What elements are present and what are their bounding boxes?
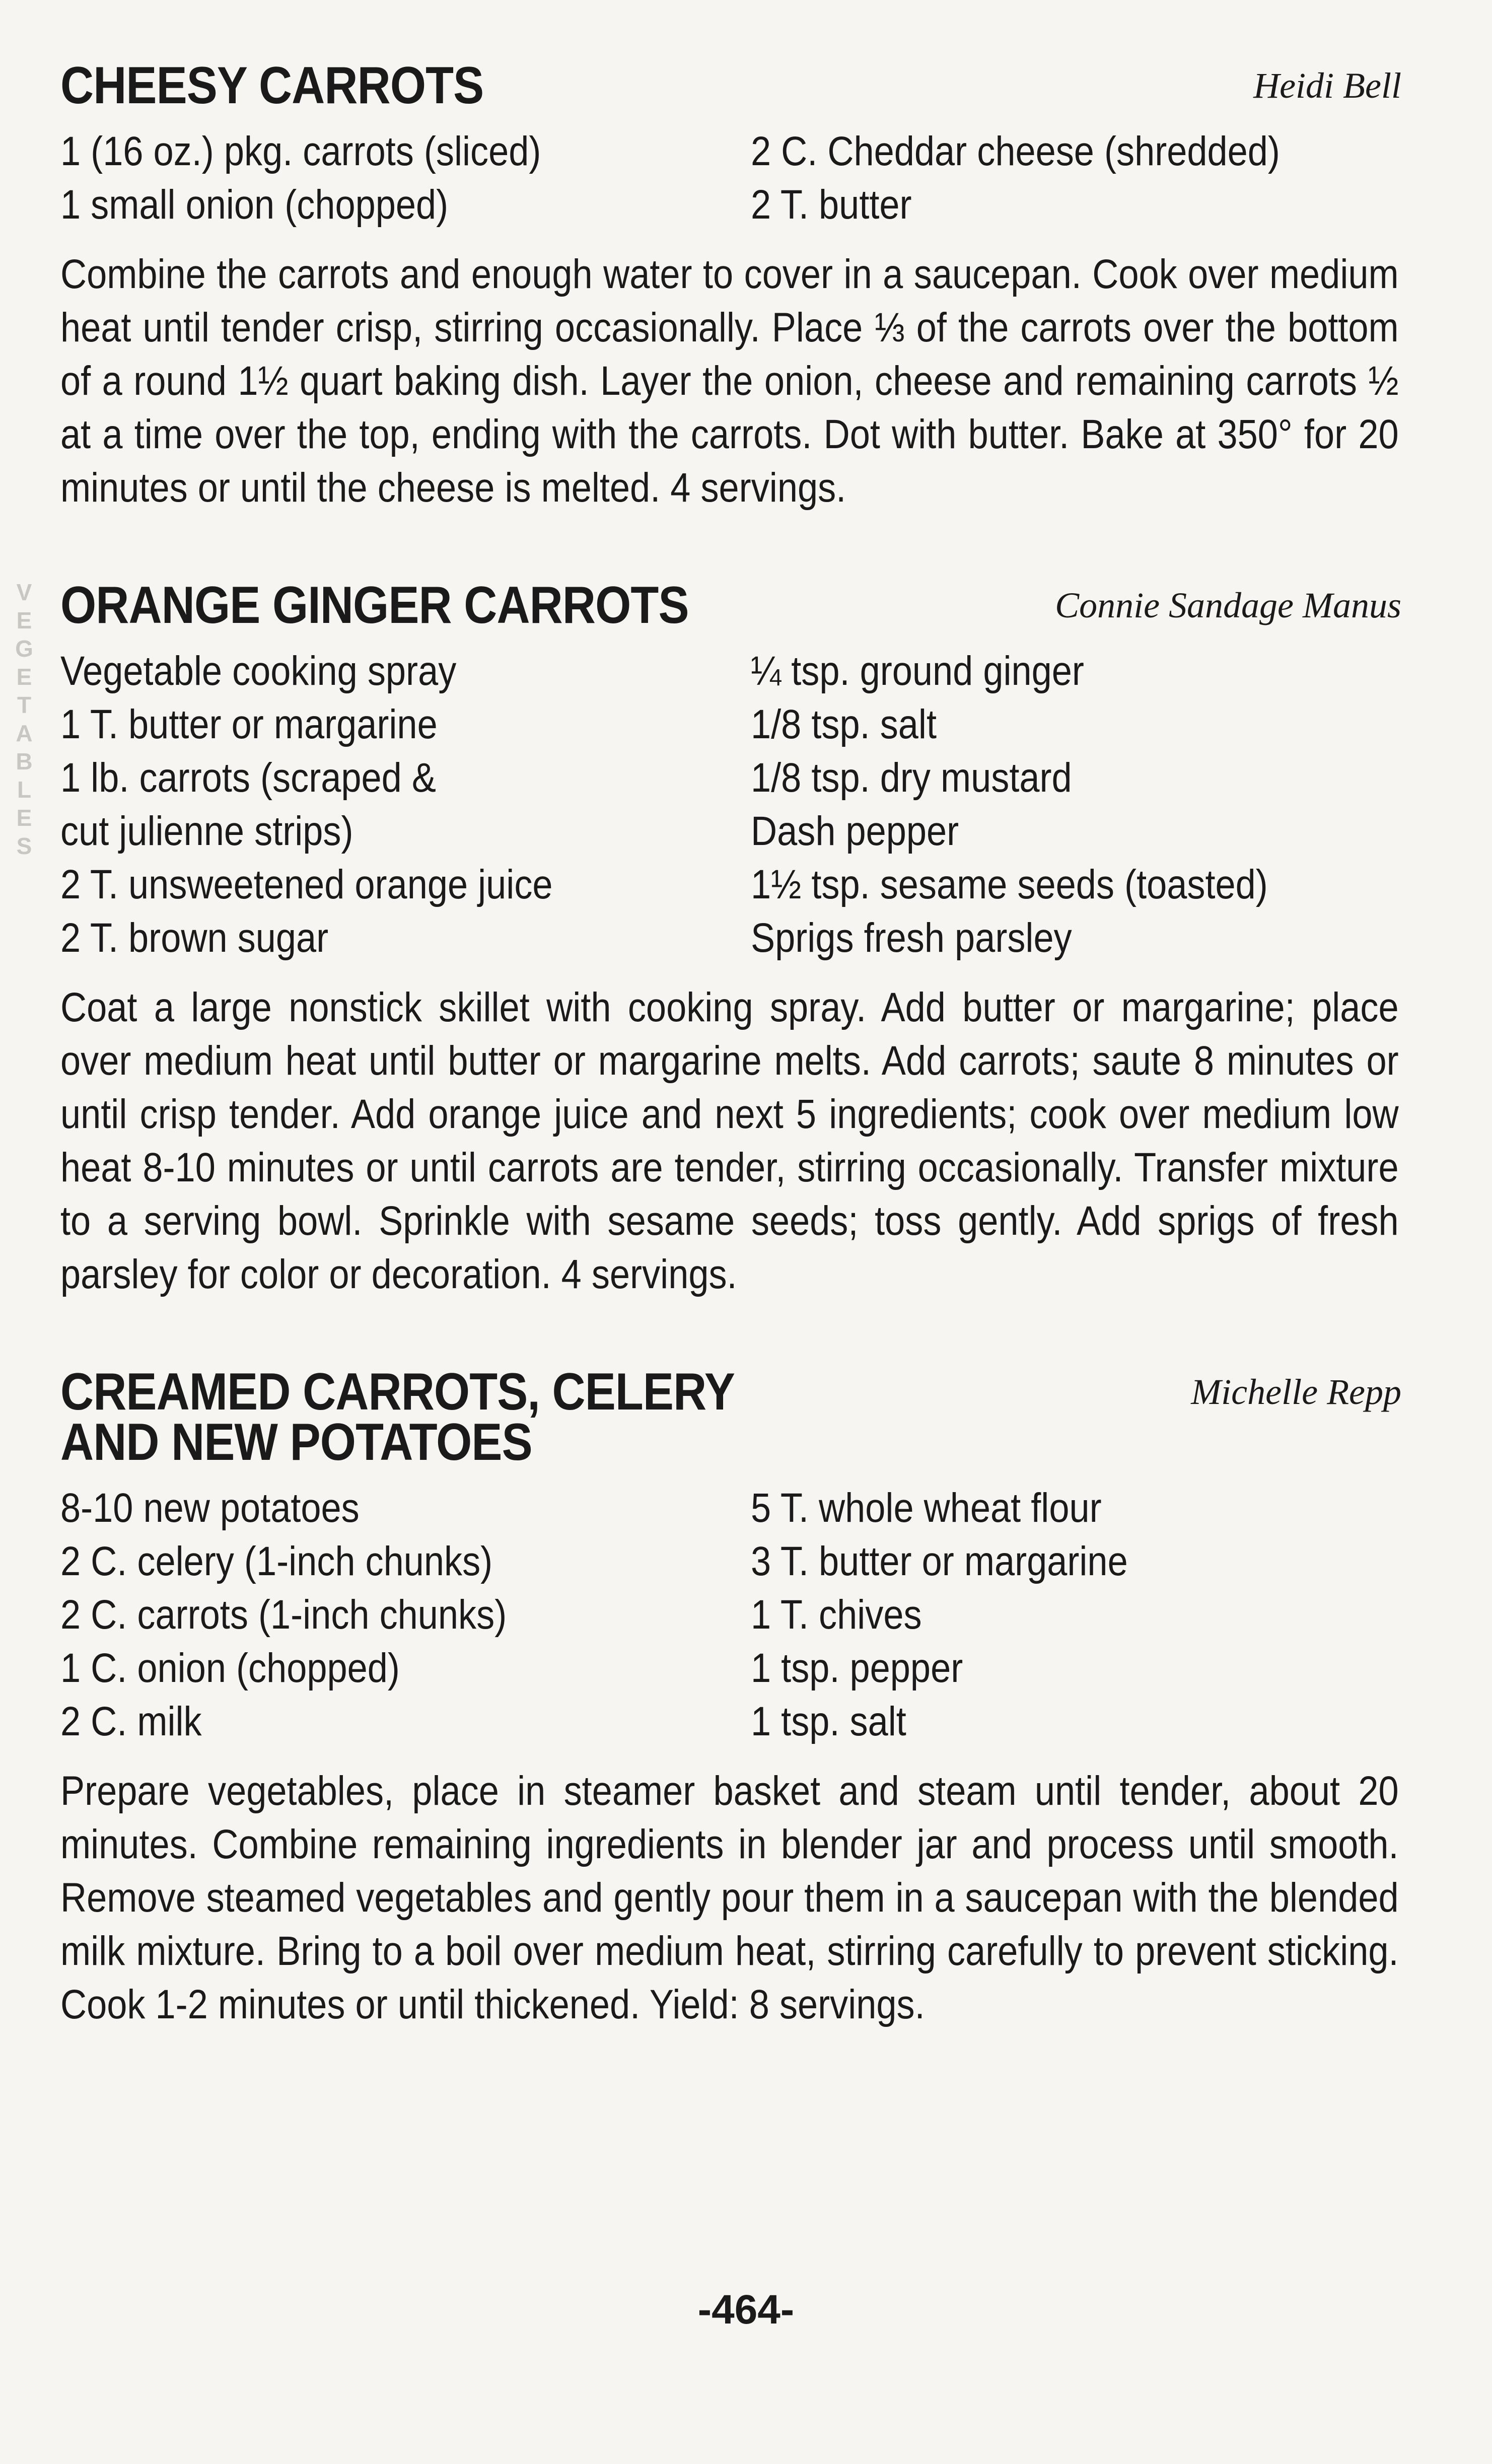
recipe-cheesy-carrots <box>60 56 1401 515</box>
ingredient-item: 2 C. celery (1-inch chunks) <box>60 1538 493 1584</box>
ingredient-column-right <box>751 645 1401 965</box>
side-label-letter: B <box>16 748 33 775</box>
ingredient-item: 2 T. butter <box>751 182 912 228</box>
recipe-title: ORANGE GINGER CARROTS <box>60 576 689 635</box>
side-label-letter: L <box>17 777 32 803</box>
section-side-label <box>9 579 39 859</box>
ingredient-item: Sprigs fresh parsley <box>751 915 1072 961</box>
ingredient-item: 2 C. carrots (1-inch chunks) <box>60 1592 507 1638</box>
ingredient-column-left <box>60 1482 751 1748</box>
ingredient-list <box>60 645 1401 965</box>
recipe-directions: Coat a large nonstick skillet with cooking spray. Add butter or margarine; place over medium heat until butter or margarine melts. Add carrots; saute 8 minutes or until crisp tender. Add orange juice and next 5 ingredients; cook over medium low heat 8-10 minutes or until carrots are tender, stirring occasionally. Transfer mixture to a serving bowl. Sprinkle with sesame seeds; toss gently. Add sprigs of fresh parsley for color or decoration. 4 servings. <box>60 984 1399 1297</box>
side-label-letter: T <box>17 692 32 718</box>
ingredient-item: 1 tsp. salt <box>751 1699 907 1744</box>
recipe-author: Connie Sandage Manus <box>1055 585 1401 625</box>
ingredient-item: 2 T. brown sugar <box>60 915 329 961</box>
ingredient-item: Vegetable cooking spray <box>60 648 457 694</box>
ingredient-item: 1 small onion (chopped) <box>60 182 449 228</box>
ingredient-item: 1 (16 oz.) pkg. carrots (sliced) <box>60 128 541 174</box>
side-label-letter: A <box>16 720 33 746</box>
recipe-title: CREAMED CARROTS, CELERY AND NEW POTATOES <box>60 1363 735 1471</box>
recipe-directions: Prepare vegetables, place in steamer basket and steam until tender, about 20 minutes. Combine remaining ingredients in blender jar and process until smooth. Remove steamed vegetables and gently pour them in a saucepan with the blended milk mixture. Bring to a boil over medium heat, stirring carefully to prevent sticking. Cook 1-2 minutes or until thickened. Yield: 8 servings. <box>60 1768 1399 2027</box>
ingredient-item: 1 lb. carrots (scraped & cut julienne strips) <box>60 755 436 854</box>
ingredient-item: 1/8 tsp. dry mustard <box>751 755 1072 801</box>
side-label-letter: E <box>16 805 32 831</box>
ingredient-list <box>60 125 1401 232</box>
ingredient-column-left <box>60 645 751 965</box>
ingredient-item: 2 T. unsweetened orange juice <box>60 862 553 907</box>
ingredient-list <box>60 1482 1401 1748</box>
recipe-author: Michelle Repp <box>1191 1372 1401 1412</box>
recipe-title: CHEESY CARROTS <box>60 56 484 115</box>
ingredient-item: 1 tsp. pepper <box>751 1645 963 1691</box>
ingredient-item: Dash pepper <box>751 808 959 854</box>
ingredient-item: 1/8 tsp. salt <box>751 701 937 747</box>
side-label-letter: G <box>15 636 33 662</box>
side-label-letter: V <box>16 579 32 605</box>
recipe-header <box>60 576 1401 635</box>
ingredient-item: 2 C. Cheddar cheese (shredded) <box>751 128 1281 174</box>
recipe-author: Heidi Bell <box>1253 65 1401 106</box>
recipe-header <box>60 56 1401 115</box>
recipe-directions: Combine the carrots and enough water to cover in a saucepan. Cook over medium heat until tender crisp, stirring occasionally. Place ⅓ of the carrots over the bottom of a round 1½ quart baking dish. Layer the onion, cheese and remaining carrots ½ at a time over the top, ending with the carrots. Dot with butter. Bake at 350° for 20 minutes or until the cheese is melted. 4 servings. <box>60 251 1399 511</box>
ingredient-item: 2 C. milk <box>60 1699 202 1744</box>
ingredient-item: 1 T. butter or margarine <box>60 701 438 747</box>
side-label-letter: E <box>16 664 32 690</box>
side-label-letter: S <box>16 833 32 859</box>
recipe-header <box>60 1363 1401 1471</box>
page-number: -464- <box>697 2287 795 2333</box>
ingredient-item: 3 T. butter or margarine <box>751 1538 1128 1584</box>
ingredient-item: 1 T. chives <box>751 1592 922 1638</box>
ingredient-column-right <box>751 125 1401 232</box>
ingredient-column-right <box>751 1482 1401 1748</box>
side-label-letter: E <box>16 607 32 633</box>
recipe-creamed-carrots-celery-potatoes <box>60 1363 1401 2031</box>
ingredient-item: 8-10 new potatoes <box>60 1485 360 1531</box>
ingredient-item: 1½ tsp. sesame seeds (toasted) <box>751 862 1268 907</box>
ingredient-column-left <box>60 125 751 232</box>
ingredient-item: 5 T. whole wheat flour <box>751 1485 1102 1531</box>
ingredient-item: ¼ tsp. ground ginger <box>751 648 1085 694</box>
recipe-orange-ginger-carrots <box>60 576 1401 1301</box>
ingredient-item: 1 C. onion (chopped) <box>60 1645 400 1691</box>
